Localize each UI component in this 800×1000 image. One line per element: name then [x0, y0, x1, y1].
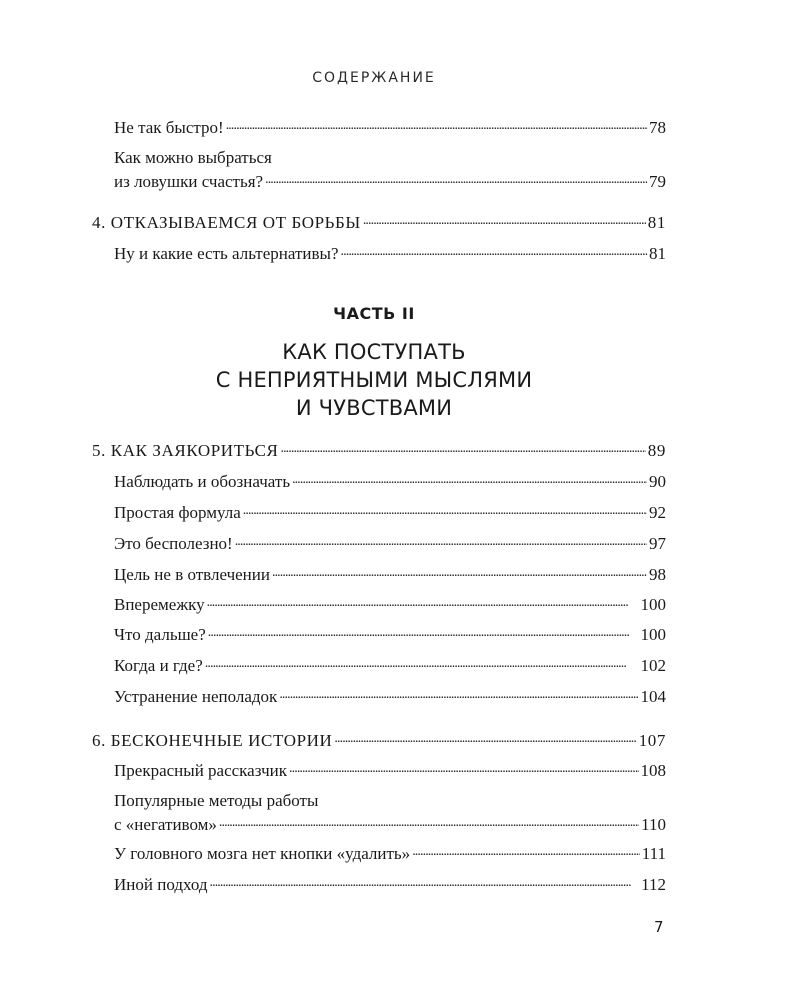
toc-entry-page: 98 — [649, 565, 666, 584]
toc-leader-dots — [208, 626, 639, 640]
toc-chapter-entry — [92, 211, 666, 235]
toc-entry-title-line1: Популярные методы работы — [114, 791, 319, 810]
toc-entry-title: из ловушки счастья? — [114, 172, 264, 191]
toc-leader-dots — [412, 845, 640, 859]
toc-chapter-title: 4. ОТКАЗЫВАЕМСЯ ОТ БОРЬБЫ — [92, 213, 361, 232]
toc-entry-page: 81 — [649, 244, 666, 263]
toc-leader-dots — [341, 245, 647, 259]
toc-entry-page: 79 — [649, 172, 666, 191]
toc-entry-page: 100 — [640, 625, 666, 644]
toc-entry-page: 81 — [647, 213, 666, 232]
toc-chapter-entry — [92, 439, 666, 463]
toc-chapter-entry — [92, 729, 666, 753]
toc-entry-title: Когда и где? — [114, 656, 203, 675]
toc-entry-title: Простая формула — [114, 503, 241, 522]
toc-entry-page: 78 — [649, 118, 666, 137]
toc-entry-page: 90 — [649, 472, 666, 491]
toc-entry-title: Прекрасный рассказчик — [114, 761, 288, 780]
toc-entry-page: 104 — [640, 687, 666, 706]
toc-entry — [114, 873, 666, 897]
toc-entry-page: 110 — [641, 815, 666, 834]
toc-entry-title: У головного мозга нет кнопки «удалить» — [114, 844, 411, 863]
toc-entry — [114, 470, 666, 494]
toc-entry-title: Что дальше? — [114, 625, 206, 644]
toc-entry — [114, 685, 666, 709]
toc-entry-title: Это бесполезно! — [114, 534, 233, 553]
toc-entry-title-line1: Как можно выбраться — [114, 148, 272, 167]
toc-entry — [114, 563, 666, 587]
toc-entry — [114, 759, 666, 783]
toc-entry-title: Цель не в отвлечении — [114, 565, 270, 584]
toc-leader-dots — [207, 596, 639, 610]
part-title — [0, 338, 748, 422]
toc-entry-title: с «негативом» — [114, 815, 217, 834]
toc-entry-page: 89 — [647, 441, 666, 460]
toc-entry — [114, 146, 666, 194]
toc-entry — [114, 116, 666, 140]
toc-entry-title: Наблюдать и обозначать — [114, 472, 291, 491]
toc-entry — [114, 532, 666, 556]
toc-leader-dots — [334, 732, 636, 746]
toc-leader-dots — [363, 214, 646, 228]
part-title-line: И ЧУВСТВАМИ — [295, 396, 453, 420]
toc-entry-page: 92 — [649, 503, 666, 522]
toc-entry-title: Вперемежку — [114, 595, 205, 614]
toc-leader-dots — [265, 173, 647, 187]
toc-leader-dots — [210, 876, 640, 890]
toc-entry-page: 107 — [638, 731, 666, 750]
page-number: 7 — [654, 918, 664, 936]
toc-leader-dots — [235, 535, 647, 549]
toc-entry-title: Не так быстро! — [114, 118, 224, 137]
toc-entry-page: 102 — [640, 656, 666, 675]
toc-leader-dots — [279, 688, 638, 702]
toc-entry — [114, 789, 666, 837]
part-title-line: КАК ПОСТУПАТЬ — [282, 340, 466, 364]
toc-entry-page: 108 — [640, 761, 666, 780]
part-label: ЧАСТЬ II — [333, 304, 415, 323]
toc-leader-dots — [226, 119, 647, 133]
toc-chapter-title: 5. КАК ЗАЯКОРИТЬСЯ — [92, 441, 279, 460]
toc-leader-dots — [219, 816, 639, 830]
toc-entry — [114, 654, 666, 678]
toc-entry-title: Ну и какие есть альтернативы? — [114, 244, 339, 263]
toc-entry — [114, 501, 666, 525]
toc-leader-dots — [205, 657, 639, 671]
toc-entry-title: Устранение неполадок — [114, 687, 278, 706]
toc-entry — [114, 842, 666, 866]
toc-leader-dots — [292, 473, 647, 487]
toc-entry — [114, 623, 666, 647]
toc-entry — [114, 593, 666, 617]
toc-leader-dots — [243, 504, 647, 518]
toc-entry-page: 112 — [641, 875, 666, 894]
toc-entry — [114, 242, 666, 266]
toc-chapter-title: 6. БЕСКОНЕЧНЫЕ ИСТОРИИ — [92, 731, 333, 750]
toc-entry-page: 97 — [649, 534, 666, 553]
running-head: СОДЕРЖАНИЕ — [312, 70, 436, 86]
toc-leader-dots — [272, 566, 647, 580]
part-title-line: С НЕПРИЯТНЫМИ МЫСЛЯМИ — [215, 368, 533, 392]
toc-entry-title: Иной подход — [114, 875, 208, 894]
toc-entry-page: 111 — [641, 844, 666, 863]
toc-leader-dots — [289, 762, 638, 776]
toc-entry-page: 100 — [640, 595, 666, 614]
toc-leader-dots — [280, 442, 645, 456]
